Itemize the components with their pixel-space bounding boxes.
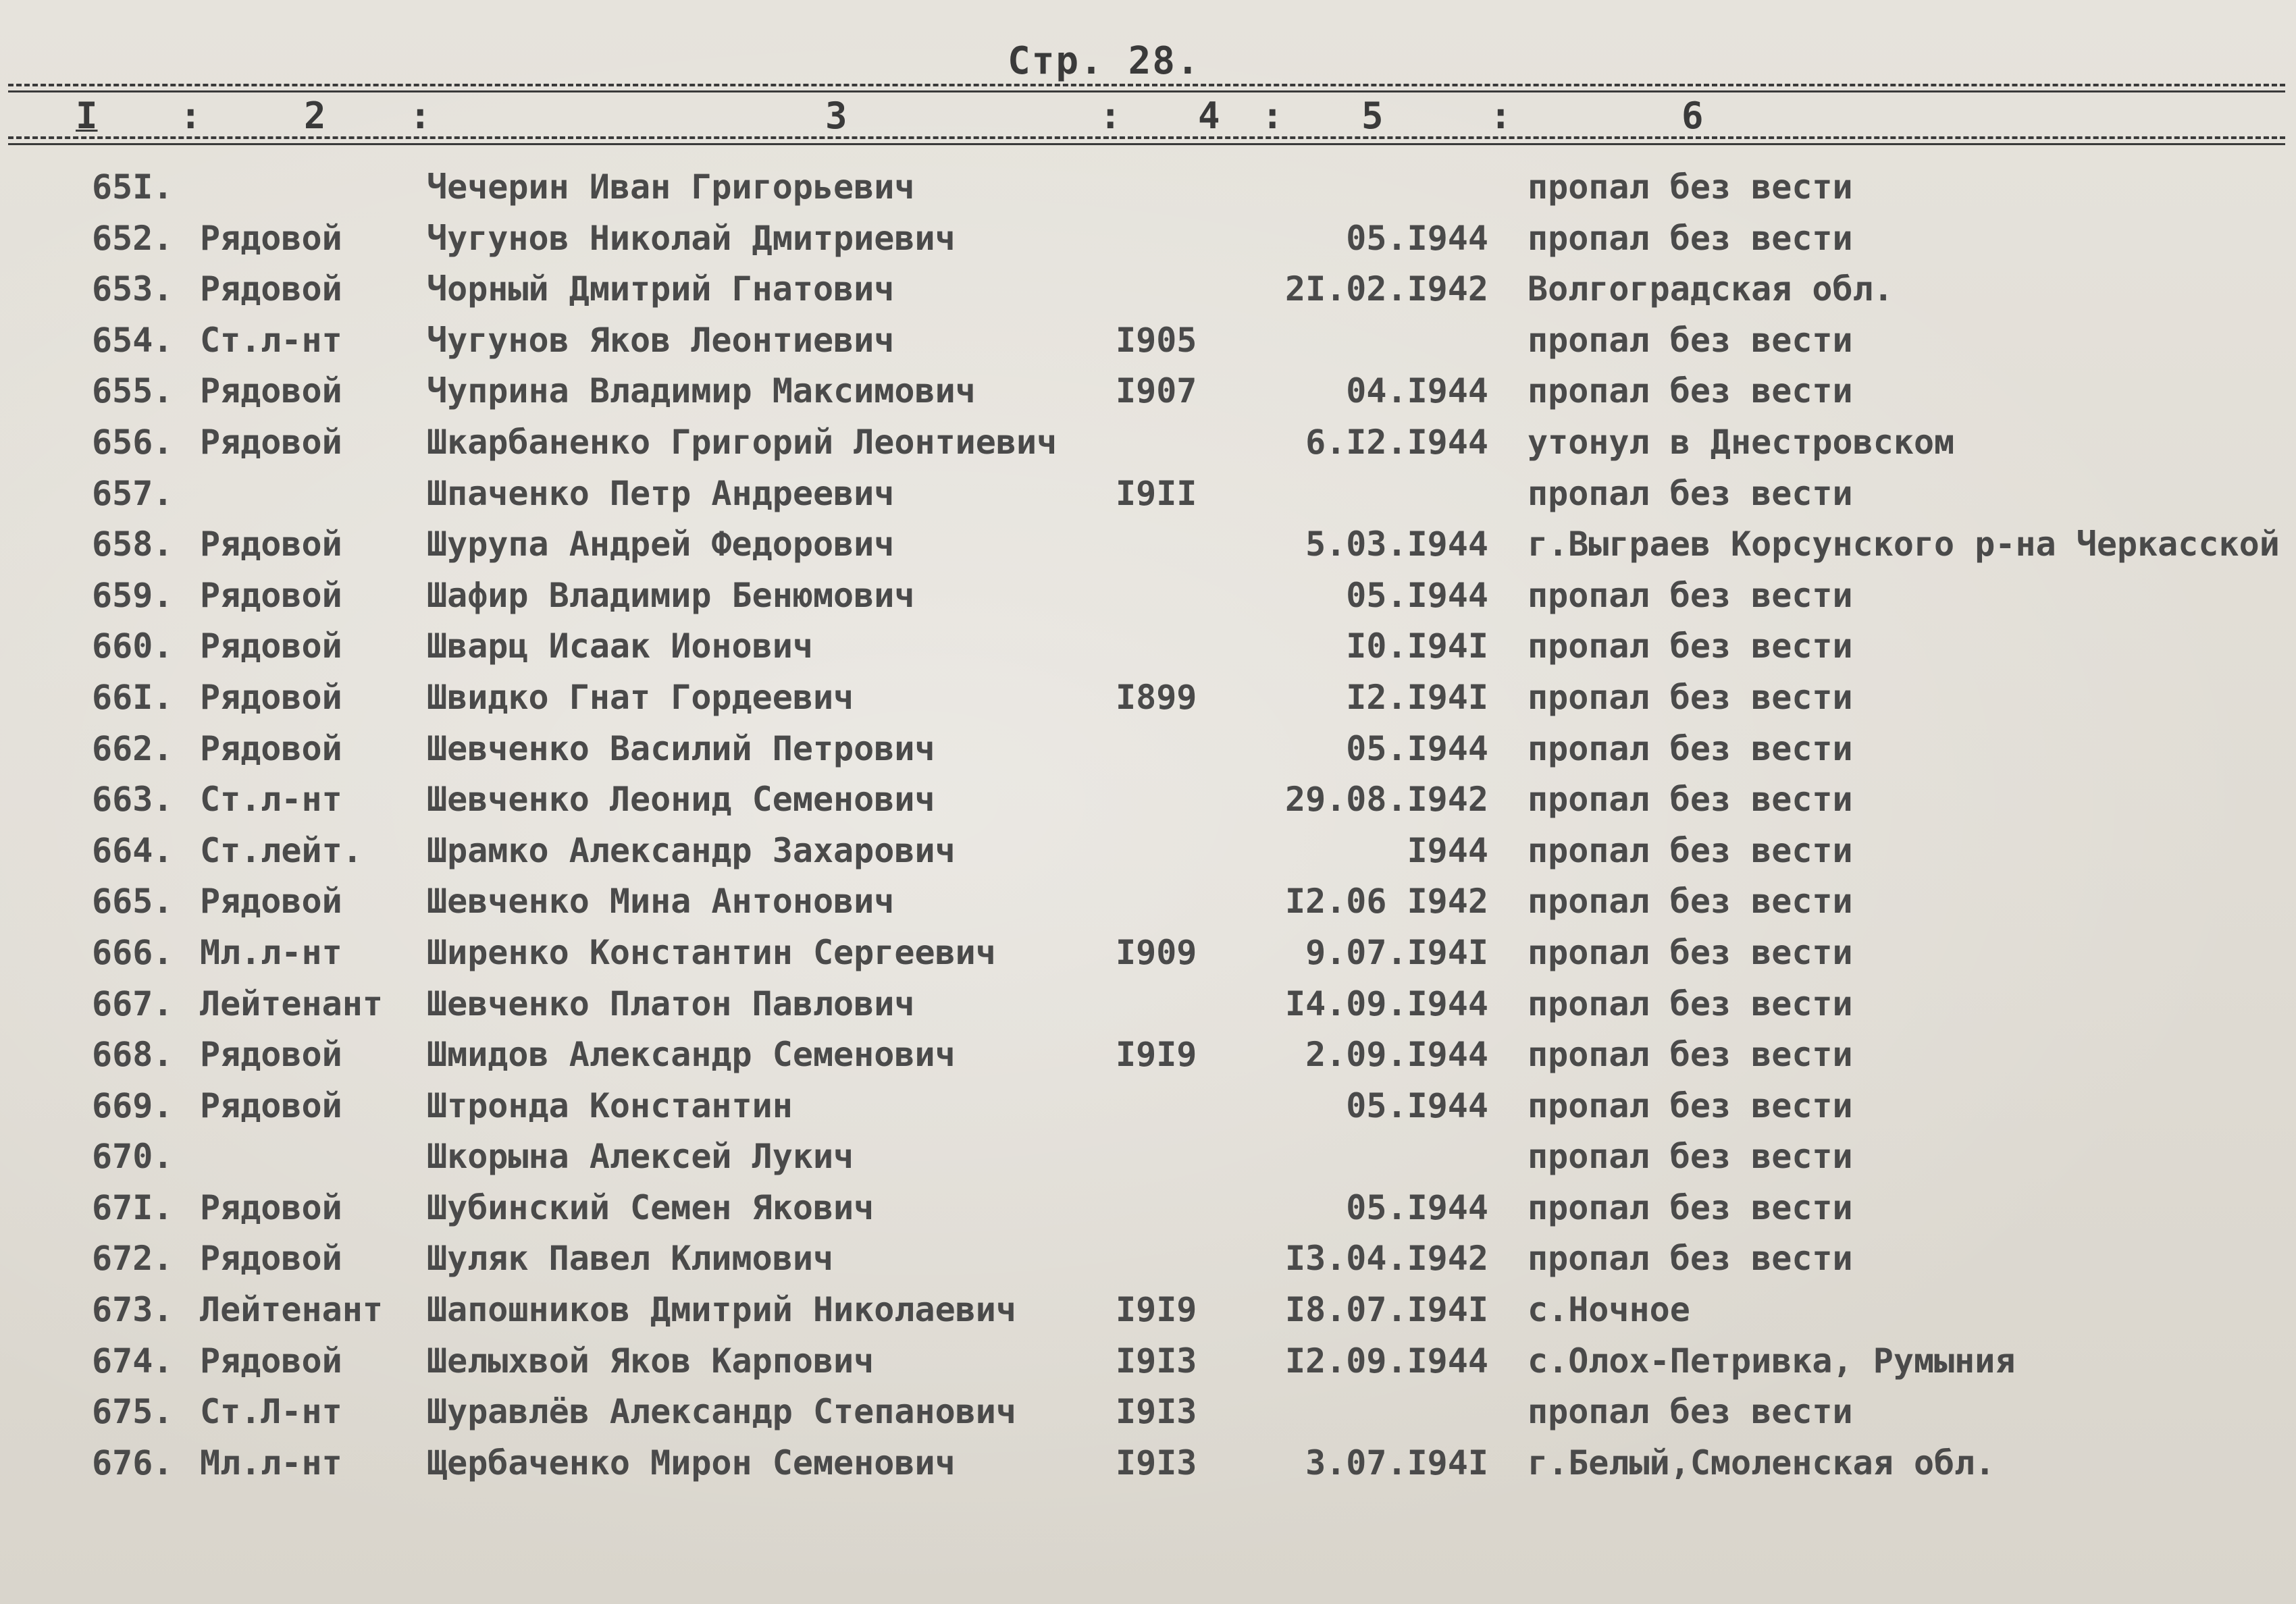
header-rule-top-solid [8,90,2285,92]
record-number: 660. [92,626,174,666]
record-birth-year: I907 [1116,371,1197,411]
record-date: I0.I94I [1346,626,1488,666]
table-row [0,621,2296,672]
record-rank: Ст.лейт. [200,830,363,870]
record-name: Шубинский Семен Якович [427,1187,875,1227]
record-fate: утонул в Днестровском [1528,422,1955,462]
record-name: Чугунов Николай Дмитриевич [427,218,956,258]
record-number: 666. [92,932,174,972]
record-rank: Ст.л-нт [200,320,342,360]
record-fate: пропал без вести [1528,780,1853,820]
record-name: Шуляк Павел Климович [427,1239,834,1279]
table-row [0,264,2296,315]
record-fate: пропал без вести [1528,1187,1853,1227]
table-row [0,979,2296,1030]
column-separator: : [180,95,202,137]
record-date: 5.03.I944 [1305,525,1488,564]
record-date: 04.I944 [1346,371,1488,411]
record-date: I2.I94I [1346,677,1488,717]
record-name: Шрамко Александр Захарович [427,830,956,870]
column-header-4: 4 [1198,95,1220,137]
record-number: 667. [92,984,174,1023]
table-row [0,366,2296,417]
table-row [0,826,2296,877]
table-row [0,1131,2296,1183]
record-fate: пропал без вести [1528,1035,1853,1075]
table-row [0,928,2296,979]
record-birth-year: I899 [1116,677,1197,717]
record-fate: пропал без вести [1528,677,1853,717]
record-name: Чорный Дмитрий Гнатович [427,269,895,309]
record-date: I2.06 I942 [1284,882,1488,921]
record-name: Шевченко Платон Павлович [427,984,915,1023]
column-header-5: 5 [1361,95,1384,137]
record-name: Шелыхвой Яков Карпович [427,1341,875,1381]
record-name: Щербаченко Мирон Семенович [427,1443,956,1482]
record-number: 654. [92,320,174,360]
record-birth-year: I9I9 [1116,1035,1197,1075]
record-number: 655. [92,371,174,411]
record-date: 9.07.I94I [1305,932,1488,972]
record-name: Шкарбаненко Григорий Леонтиевич [427,422,1058,462]
column-header-3: 3 [825,95,847,137]
record-date: I944 [1407,830,1488,870]
record-birth-year: I9I3 [1116,1341,1197,1381]
record-fate: пропал без вести [1528,167,1853,207]
record-rank: Ст.Л-нт [200,1392,342,1432]
table-row [0,213,2296,265]
table-row [0,162,2296,213]
column-header-2: 2 [304,95,326,137]
table-row [0,315,2296,367]
table-row [0,469,2296,520]
table-row [0,774,2296,826]
record-fate: пропал без вести [1528,882,1853,921]
record-number: 665. [92,882,174,921]
record-rank: Рядовой [200,525,342,564]
record-number: 66I. [92,677,174,717]
record-fate: пропал без вести [1528,575,1853,615]
record-date: 05.I944 [1346,218,1488,258]
record-rank: Рядовой [200,626,342,666]
record-date: 05.I944 [1346,1086,1488,1125]
table-row [0,1183,2296,1234]
record-name: Шварц Исаак Ионович [427,626,813,666]
record-date: 2.09.I944 [1305,1035,1488,1075]
record-number: 658. [92,525,174,564]
record-birth-year: I9I9 [1116,1290,1197,1330]
record-date: 2I.02.I942 [1284,269,1488,309]
record-name: Шевченко Мина Антонович [427,882,895,921]
record-birth-year: I909 [1116,932,1197,972]
record-number: 676. [92,1443,174,1482]
table-row [0,1081,2296,1132]
table-row [0,519,2296,570]
table-row [0,570,2296,622]
record-name: Шевченко Василий Петрович [427,728,935,768]
record-number: 65I. [92,167,174,207]
record-fate: пропал без вести [1528,371,1853,411]
record-rank: Ст.л-нт [200,780,342,820]
table-row [0,1285,2296,1336]
record-number: 669. [92,1086,174,1125]
record-number: 673. [92,1290,174,1330]
record-fate: пропал без вести [1528,218,1853,258]
record-fate: пропал без вести [1528,830,1853,870]
record-fate: пропал без вести [1528,1392,1853,1432]
record-number: 674. [92,1341,174,1381]
table-row [0,1233,2296,1285]
record-name: Чуприна Владимир Максимович [427,371,976,411]
table-row [0,1030,2296,1081]
record-name: Шмидов Александр Семенович [427,1035,956,1075]
record-name: Шпаченко Петр Андреевич [427,473,895,513]
column-separator: : [409,95,432,137]
record-number: 657. [92,473,174,513]
record-number: 659. [92,575,174,615]
record-fate: пропал без вести [1528,1137,1853,1177]
table-row [0,417,2296,469]
record-rank: Рядовой [200,728,342,768]
record-name: Шурупа Андрей Федорович [427,525,895,564]
record-date: 05.I944 [1346,575,1488,615]
record-fate: пропал без вести [1528,728,1853,768]
record-number: 675. [92,1392,174,1432]
record-rank: Рядовой [200,1187,342,1227]
record-rank: Рядовой [200,1035,342,1075]
header-rule-top [8,84,2285,86]
record-rank: Рядовой [200,371,342,411]
record-fate: г.Белый,Смоленская обл. [1528,1443,1995,1482]
record-rank: Лейтенант [200,984,383,1023]
column-separator: : [1261,95,1284,137]
record-fate: г.Выграев Корсунского р-на Черкасской [1528,525,2280,564]
record-fate: пропал без вести [1528,320,1853,360]
header-rule-bottom [8,136,2285,139]
record-rank: Рядовой [200,218,342,258]
record-date: 3.07.I94I [1305,1443,1488,1482]
record-birth-year: I905 [1116,320,1197,360]
record-rank: Рядовой [200,269,342,309]
record-number: 652. [92,218,174,258]
record-number: 662. [92,728,174,768]
record-date: I2.09.I944 [1284,1341,1488,1381]
record-rank: Рядовой [200,882,342,921]
table-row [0,1387,2296,1438]
record-rank: Рядовой [200,422,342,462]
record-number: 664. [92,830,174,870]
record-rank: Мл.л-нт [200,932,342,972]
record-name: Шуравлёв Александр Степанович [427,1392,1016,1432]
record-birth-year: I9I3 [1116,1392,1197,1432]
record-date: I8.07.I94I [1284,1290,1488,1330]
record-fate: пропал без вести [1528,626,1853,666]
record-name: Чугунов Яков Леонтиевич [427,320,895,360]
table-row [0,672,2296,724]
table-row [0,1336,2296,1387]
record-fate: пропал без вести [1528,1086,1853,1125]
record-name: Шафир Владимир Бенюмович [427,575,915,615]
record-date: I3.04.I942 [1284,1239,1488,1279]
record-fate: пропал без вести [1528,984,1853,1023]
record-fate: пропал без вести [1528,473,1853,513]
record-date: 05.I944 [1346,728,1488,768]
record-name: Шевченко Леонид Семенович [427,780,935,820]
record-rank: Рядовой [200,1239,342,1279]
record-number: 668. [92,1035,174,1075]
table-row [0,724,2296,775]
header-rule-bottom-solid [8,143,2285,145]
record-name: Чечерин Иван Григорьевич [427,167,915,207]
record-number: 663. [92,780,174,820]
record-fate: пропал без вести [1528,1239,1853,1279]
record-date: 29.08.I942 [1284,780,1488,820]
column-header-1: I [76,95,98,137]
record-rank: Мл.л-нт [200,1443,342,1482]
record-birth-year: I9II [1116,473,1197,513]
page-title: Стр. 28. [1008,39,1201,83]
table-row [0,876,2296,928]
records-table [0,162,2296,1489]
record-rank: Рядовой [200,1086,342,1125]
record-fate: пропал без вести [1528,932,1853,972]
record-name: Штронда Константин [427,1086,793,1125]
record-rank: Рядовой [200,677,342,717]
record-date: I4.09.I944 [1284,984,1488,1023]
record-name: Ширенко Константин Сергеевич [427,932,996,972]
record-fate: с.Ночное [1528,1290,1690,1330]
record-fate: Волгоградская обл. [1528,269,1894,309]
record-number: 653. [92,269,174,309]
record-number: 656. [92,422,174,462]
record-date: 05.I944 [1346,1187,1488,1227]
record-fate: с.Олох-Петривка, Румыния [1528,1341,2016,1381]
table-row [0,1438,2296,1489]
record-birth-year: I9I3 [1116,1443,1197,1482]
column-separator: : [1099,95,1122,137]
record-number: 67I. [92,1187,174,1227]
record-rank: Лейтенант [200,1290,383,1330]
column-separator: : [1490,95,1512,137]
record-rank: Рядовой [200,1341,342,1381]
record-name: Шапошников Дмитрий Николаевич [427,1290,1016,1330]
record-rank: Рядовой [200,575,342,615]
record-number: 670. [92,1137,174,1177]
record-name: Шкорына Алексей Лукич [427,1137,854,1177]
column-header-6: 6 [1681,95,1704,137]
record-date: 6.I2.I944 [1305,422,1488,462]
record-number: 672. [92,1239,174,1279]
record-name: Швидко Гнат Гордеевич [427,677,854,717]
